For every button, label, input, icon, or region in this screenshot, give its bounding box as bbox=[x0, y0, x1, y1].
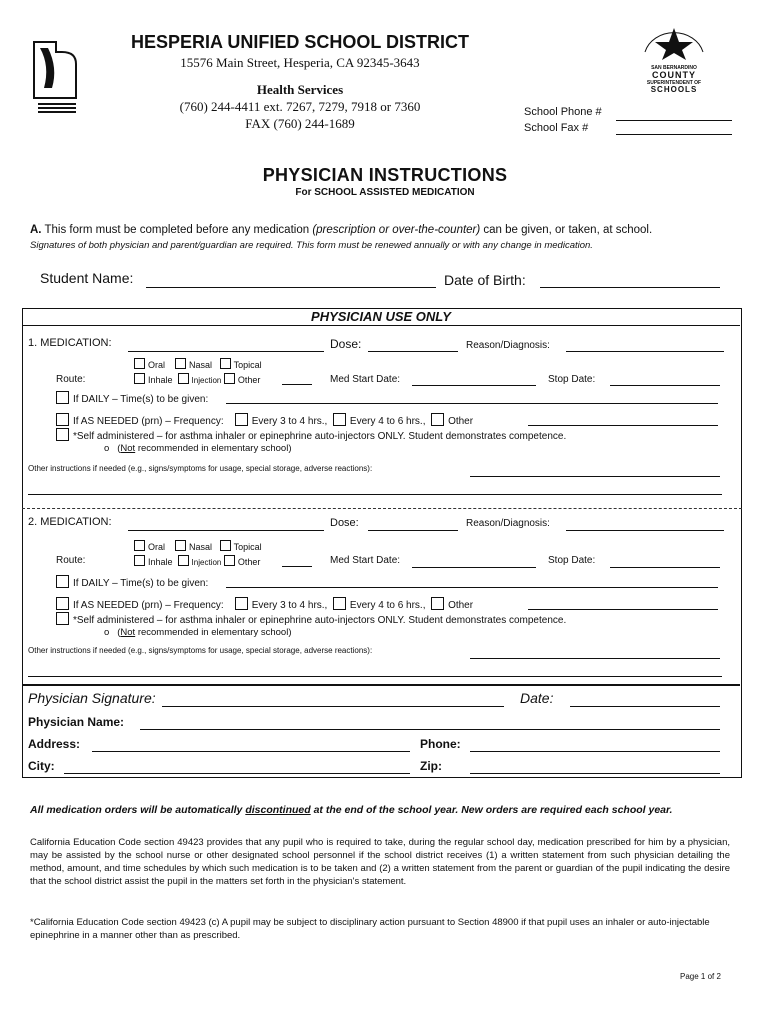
med1-route-label: Route: bbox=[56, 374, 86, 385]
med1-notrec-a: Not bbox=[120, 443, 136, 454]
med2-inhale-label: Inhale bbox=[148, 557, 173, 567]
education-code-text: California Education Code section 49423 provides that any pupil who is required to take, during the regular school day, medication prescribed for him by a physician, may be assisted by the school nurse or other designated school personnel if the school district receives (1) a written statement from such physician detailing the method, amount, and time schedules by which such medication is to be taken and (2) a written statement from the parent or guardian of the pupil indicating the desire that the school district assist the pupil in the matters set forth in the physician's statement. bbox=[30, 837, 730, 887]
med2-nasal-checkbox[interactable] bbox=[175, 540, 186, 551]
med1-notrec-b: recommended in elementary school) bbox=[135, 443, 292, 454]
physician-phone-field[interactable] bbox=[470, 751, 720, 752]
med-divider bbox=[22, 508, 742, 509]
med2-self-label: *Self administered – for asthma inhaler or epinephrine auto-injectors ONLY. Student demonstrates competence. bbox=[73, 615, 567, 626]
physician-signature-field[interactable] bbox=[162, 706, 504, 707]
county-logo-line4: SCHOOLS bbox=[650, 85, 698, 94]
med2-route-label: Route: bbox=[56, 555, 86, 566]
bullet-icon: o bbox=[104, 443, 110, 454]
intro-line2: Signatures of both physician and parent/guardian are required. This form must be renewed annually or with any change in medication. bbox=[30, 240, 593, 251]
med2-name-field[interactable] bbox=[128, 530, 324, 531]
med2-inhale-checkbox[interactable] bbox=[134, 555, 145, 566]
physician-city-field[interactable] bbox=[64, 773, 410, 774]
med1-route-row1 bbox=[134, 358, 262, 370]
med1-inhale-label: Inhale bbox=[148, 375, 173, 385]
med2-other-instr-label: Other instructions if needed (e.g., signs/symptoms for usage, special storage, adverse reactions): bbox=[28, 646, 373, 655]
school-phone-field[interactable] bbox=[616, 120, 732, 121]
county-logo-line1: SAN BERNARDINO bbox=[651, 65, 697, 71]
med2-self-checkbox[interactable] bbox=[56, 612, 69, 625]
med2-injection-checkbox[interactable] bbox=[178, 555, 189, 566]
med2-daily-label: If DAILY – Time(s) to be given: bbox=[73, 578, 209, 589]
med2-injection-label: Injection bbox=[191, 558, 222, 567]
med1-other-instr-field[interactable] bbox=[470, 476, 720, 477]
med1-self-label: *Self administered – for asthma inhaler or epinephrine auto-injectors ONLY. Student demonstrates competence. bbox=[73, 431, 567, 442]
med2-every46-label: Every 4 to 6 hrs., bbox=[349, 600, 426, 611]
med1-freq-other-label: Other bbox=[448, 416, 474, 427]
med1-freq-other-checkbox[interactable] bbox=[431, 413, 444, 426]
dob-field[interactable] bbox=[540, 287, 720, 288]
med1-reason-label: Reason/Diagnosis: bbox=[466, 340, 550, 351]
disc-b: discontinued bbox=[245, 804, 311, 816]
school-phone-label: School Phone # bbox=[524, 106, 602, 118]
med1-inhale-checkbox[interactable] bbox=[134, 373, 145, 384]
med2-every34-label: Every 3 to 4 hrs., bbox=[251, 600, 328, 611]
med1-freq-other-field[interactable] bbox=[528, 425, 718, 426]
physician-use-only: PHYSICIAN USE ONLY bbox=[311, 309, 451, 324]
discontinued-notice bbox=[30, 804, 750, 816]
med1-daily-field[interactable] bbox=[226, 403, 718, 404]
physician-info-divider bbox=[22, 684, 740, 686]
med2-asneeded-label: If AS NEEDED (prn) – Frequency: bbox=[73, 600, 224, 611]
med1-topical-label: Topical bbox=[233, 360, 262, 370]
med2-every34-checkbox[interactable] bbox=[235, 597, 248, 610]
med2-oral-label: Oral bbox=[148, 542, 166, 552]
med1-route-row2 bbox=[134, 373, 260, 385]
med1-other-instr-label: Other instructions if needed (e.g., signs/symptoms for usage, special storage, adverse reactions): bbox=[28, 464, 373, 473]
med1-reason-field[interactable] bbox=[566, 351, 724, 352]
med2-other-label: Other bbox=[237, 557, 261, 567]
physician-date-label: Date: bbox=[520, 690, 554, 706]
disc-a: All medication orders will be automatically bbox=[30, 804, 246, 816]
med1-topical-checkbox[interactable] bbox=[220, 358, 231, 369]
med2-reason-field[interactable] bbox=[566, 530, 724, 531]
district-name: HESPERIA UNIFIED SCHOOL DISTRICT bbox=[130, 32, 470, 52]
school-fax-label: School Fax # bbox=[524, 122, 589, 134]
health-phones: (760) 244-4411 ext. 7267, 7279, 7918 or 7360 bbox=[179, 99, 421, 114]
med1-daily-label: If DAILY – Time(s) to be given: bbox=[73, 394, 209, 405]
med2-other-checkbox[interactable] bbox=[224, 555, 235, 566]
med2-dose-label: Dose: bbox=[330, 517, 359, 529]
med1-daily-row bbox=[56, 391, 208, 405]
med2-other-field[interactable] bbox=[282, 566, 312, 567]
student-name-field[interactable] bbox=[146, 287, 436, 288]
med1-notrec bbox=[104, 443, 291, 454]
med1-start-label: Med Start Date: bbox=[330, 374, 401, 385]
med1-oral-label: Oral bbox=[148, 360, 166, 370]
med2-reason-label: Reason/Diagnosis: bbox=[466, 518, 550, 529]
med1-name-field[interactable] bbox=[128, 351, 324, 352]
page-number: Page 1 of 2 bbox=[680, 972, 721, 981]
med2-stop-field[interactable] bbox=[610, 567, 720, 568]
med1-other-instr-field2[interactable] bbox=[28, 494, 722, 495]
med2-route-row2 bbox=[134, 555, 260, 567]
med2-oral-checkbox[interactable] bbox=[134, 540, 145, 551]
med1-daily-checkbox[interactable] bbox=[56, 391, 69, 404]
health-fax: FAX (760) 244-1689 bbox=[245, 116, 355, 131]
med1-self-checkbox[interactable] bbox=[56, 428, 69, 441]
med2-nasal-label: Nasal bbox=[189, 542, 213, 552]
med1-every34-label: Every 3 to 4 hrs., bbox=[251, 416, 328, 427]
med2-daily-field[interactable] bbox=[226, 587, 718, 588]
dob-label: Date of Birth: bbox=[444, 272, 526, 288]
med1-other-checkbox[interactable] bbox=[224, 373, 235, 384]
med2-freq-other-checkbox[interactable] bbox=[431, 597, 444, 610]
med1-start-field[interactable] bbox=[412, 385, 536, 386]
med1-every34-checkbox[interactable] bbox=[235, 413, 248, 426]
med2-topical-checkbox[interactable] bbox=[220, 540, 231, 551]
physician-zip-field[interactable] bbox=[470, 773, 720, 774]
med2-notrec bbox=[104, 627, 291, 638]
health-services: Health Services bbox=[256, 82, 344, 97]
med1-asneeded-checkbox[interactable] bbox=[56, 413, 69, 426]
med2-self-row bbox=[56, 612, 566, 626]
physician-date-field[interactable] bbox=[570, 706, 720, 707]
district-address: 15576 Main Street, Hesperia, CA 92345-3643 bbox=[180, 55, 420, 70]
med1-dose-label: Dose: bbox=[330, 337, 362, 351]
med1-nasal-checkbox[interactable] bbox=[175, 358, 186, 369]
med1-injection-label: Injection bbox=[191, 376, 222, 385]
med1-injection-checkbox[interactable] bbox=[178, 373, 189, 384]
county-logo-line2: COUNTY bbox=[652, 70, 696, 80]
med2-notrec-a: Not bbox=[120, 627, 136, 638]
med1-other-field[interactable] bbox=[282, 384, 312, 385]
med2-topical-label: Topical bbox=[233, 542, 262, 552]
student-name-label: Student Name: bbox=[40, 270, 134, 286]
county-logo-line3: SUPERINTENDENT OF bbox=[646, 80, 702, 86]
intro-text bbox=[30, 224, 750, 236]
med1-notrec-open: ( bbox=[117, 443, 121, 454]
physician-zip-label: Zip: bbox=[420, 759, 442, 773]
med2-daily-row bbox=[56, 575, 208, 589]
education-code-c-text: *California Education Code section 49423 (c) A pupil may be subject to disciplinary action pursuant to Section 48900 if that pupil uses an inhaler or auto-injectable epinephrine in a manner other than as prescribed. bbox=[30, 917, 710, 941]
physician-address-label: Address: bbox=[28, 737, 81, 751]
med2-other-instr-field2[interactable] bbox=[28, 676, 722, 677]
med1-stop-field[interactable] bbox=[610, 385, 720, 386]
form-subtitle: For SCHOOL ASSISTED MEDICATION bbox=[295, 187, 475, 198]
med1-asneeded-label: If AS NEEDED (prn) – Frequency: bbox=[73, 416, 224, 427]
med2-notrec-open: ( bbox=[117, 627, 121, 638]
physician-signature-label: Physician Signature: bbox=[28, 690, 156, 706]
med1-stop-label: Stop Date: bbox=[548, 374, 596, 385]
form-title: PHYSICIAN INSTRUCTIONS bbox=[262, 165, 508, 185]
med1-other-label: Other bbox=[237, 375, 261, 385]
intro-text-b: (prescription or over-the-counter) bbox=[312, 224, 481, 236]
med1-oral-checkbox[interactable] bbox=[134, 358, 145, 369]
physician-city-label: City: bbox=[28, 759, 55, 773]
med2-freq-other-label: Other bbox=[448, 600, 474, 611]
bullet-icon: o bbox=[104, 627, 110, 638]
med2-asneeded-row bbox=[56, 597, 473, 611]
physician-phone-label: Phone: bbox=[420, 737, 461, 751]
district-logo bbox=[26, 38, 84, 118]
intro-text-c: can be given, or taken, at school. bbox=[480, 224, 653, 236]
physician-name-label: Physician Name: bbox=[28, 715, 125, 729]
med1-nasal-label: Nasal bbox=[189, 360, 213, 370]
county-seal-logo bbox=[634, 22, 714, 92]
med2-daily-checkbox[interactable] bbox=[56, 575, 69, 588]
med2-route-row1 bbox=[134, 540, 262, 552]
physician-address-field[interactable] bbox=[92, 751, 410, 752]
med1-every46-checkbox[interactable] bbox=[333, 413, 346, 426]
intro-text-a: This form must be completed before any medication bbox=[44, 224, 313, 236]
med1-every46-label: Every 4 to 6 hrs., bbox=[349, 416, 426, 427]
med1-label: 1. MEDICATION: bbox=[28, 337, 112, 349]
med2-asneeded-checkbox[interactable] bbox=[56, 597, 69, 610]
med2-every46-checkbox[interactable] bbox=[333, 597, 346, 610]
school-fax-field[interactable] bbox=[616, 134, 732, 135]
med2-start-field[interactable] bbox=[412, 567, 536, 568]
intro-marker: A. bbox=[30, 224, 42, 236]
med2-stop-label: Stop Date: bbox=[548, 555, 596, 566]
med2-other-instr-field[interactable] bbox=[470, 658, 720, 659]
med2-notrec-b: recommended in elementary school) bbox=[135, 627, 292, 638]
med1-dose-field[interactable] bbox=[368, 351, 458, 352]
med1-self-row bbox=[56, 428, 566, 442]
med2-start-label: Med Start Date: bbox=[330, 555, 401, 566]
med2-dose-field[interactable] bbox=[368, 530, 458, 531]
med1-asneeded-row bbox=[56, 413, 473, 427]
med2-label: 2. MEDICATION: bbox=[28, 516, 112, 528]
physician-name-field[interactable] bbox=[140, 729, 720, 730]
disc-c: at the end of the school year. New orders are required each school year. bbox=[310, 804, 673, 816]
med2-freq-other-field[interactable] bbox=[528, 609, 718, 610]
